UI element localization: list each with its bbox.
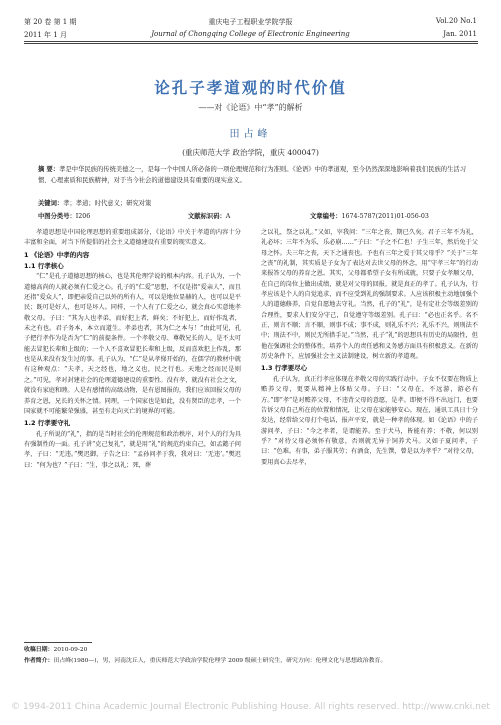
abstract-text: 孝是中华民族的传统美德之一，是每一个中国人所必备的一项伦理规范和行为准则。《论语》中的孝道观，至今仍然深深地影响着我们民族的生活习惯、心理素质和民族精神，对于当今社会的道德建设具有重要的现实意义。: [38, 166, 466, 184]
author-name: 田占峰: [229, 129, 272, 140]
header-rule-second: [24, 43, 478, 44]
clc-label: 中图分类号：: [38, 213, 76, 220]
intro-paragraph: 孝道思想是中国伦理思想的重要组成部分，《论语》中关于孝道的内容十分丰富和全面，对当下所提倡的社会主义道德建设有重要的现实意义。: [24, 229, 241, 247]
author-affiliation: (重庆师范大学 政治学院，重庆 400047): [182, 148, 319, 157]
keywords-text: 孝；孝道；时代意义；研究对策: [63, 200, 152, 207]
clc-value: I206: [75, 213, 91, 220]
author-bio-text: 田占峰(1980—)，男，河南沈丘人，重庆师范大学政治学院伦理学 2009 级硕士研究生，研究方向：伦理文化与思想政治教育。: [53, 658, 387, 664]
body-paragraph: 孔子认为，真正行孝应体现在孝敬父母的实践行动中。子女不仅要在物质上赡养父母，更要从精神上体贴父母。子曰：“父母在，不远游，游必有方。”即“孝”是对赡养父母，不违背父母的意愿，是孝。即便不得不出远门，也要告诉父母自己所在的位置和情况，让父母在家能够安心。现在，通讯工具日十分发达，经常给父母打个电话，报声平安，就是一种孝的体现。如《论语》中的子游问孝，子曰：“今之孝者，是谓能养。至于犬马，皆能有养；不敬，何以别乎？”对待父母必须怀有敬意，否则就无异于饲养犬马。又如子夏问孝，子曰：“色难。有事，弟子服其劳；有酒食，先生馔，曾是以为孝乎？”对待父母，要用真心去尽孝，: [261, 375, 478, 466]
article-subtitle: ——对《论语》中“孝”的解析: [198, 103, 303, 112]
article-no-value: 1674-5787(2011)01-056-03: [341, 213, 429, 220]
doc-code-value: A: [225, 213, 231, 220]
author-bio: [24, 657, 478, 667]
body-right-column: [261, 228, 478, 468]
received-label: 收稿日期：: [24, 647, 54, 653]
footnote-rule: [24, 642, 92, 643]
author-bio-label: 作者简介：: [24, 658, 54, 664]
header-date-cn: 2011 年 1 月: [24, 31, 67, 39]
article-title: 论孔子孝道观的时代价值: [154, 78, 347, 97]
section-heading-1-3: 1.3 行孝要尽心: [261, 364, 308, 373]
header-volume: Vol.20 No.1: [435, 17, 477, 25]
header-journal-cn: 重庆电子工程职业学院学报: [208, 18, 293, 26]
header-journal-en: Journal of Chongqing College of Electronic Engineering: [151, 30, 350, 38]
body-left-column: [24, 228, 241, 471]
header-issue: 第 20 卷 第 1 期: [24, 18, 77, 26]
keywords: [38, 198, 466, 207]
section-heading-1: 1 《论语》中孝的内容: [24, 250, 90, 259]
section-heading-1-2: 1.2 行孝要守礼: [24, 419, 71, 428]
article-no-label: 文章编号：: [310, 213, 342, 220]
header-rule: [24, 41, 478, 42]
received-value: 2010-09-20: [53, 647, 88, 653]
body-paragraph: 之以礼，祭之以礼。”又如，宰我问：“三年之丧，期已久矣。君子三年不为礼，礼必坏；三年不为乐，乐必崩……”子曰：“子之不仁也！子生三年，然后免于父母之怀。夫三年之丧，天下之通丧也。予也有三年之爱于其父母乎？”关于“三年之丧”的礼制，其实质是子女为了表达对去世父母的怀念，用“守孝三年”的行动来报答父母的养育之恩。其实，父母都希望子女有所成就，只要子女孝顺父母，在自己的岗位上做出成绩，就是对父母的回报，就是真正的孝了。孔子认为，行孝应该是个人的自觉追求，而不应受到礼的强制要求。人应该积极主动地加强个人的道德修养，自觉自愿地去守礼。当然，孔子的“礼”，是有定社会等级差别的合理性，要求人们安分守己，自觉遵守等级差别。孔子曰：“必也正名乎。名不正，则言不顺；言不顺，则事不成；事不成，则礼乐不兴；礼乐不兴，则刑法不中；刑法不中，则民无所措手足。”当然，孔子“礼”的思想具有历史的局限性，但他在强调社会的整体性，培养个人的责任感和义务感方面具有积极意义。在新的历史条件下，应加强社会主义法制建设，树立新的孝道观。: [261, 229, 478, 361]
abstract-label: 摘 要：: [38, 166, 60, 173]
abstract: [38, 165, 466, 186]
copyright-watermark: © 1994-2011 China Academic Journal Electronic Publishing House. All rights reserved. http://www.cnki.net: [11, 702, 490, 712]
article-number: [310, 211, 429, 220]
received-date: [24, 646, 478, 656]
clc-number: [38, 211, 90, 220]
section-heading-1-1: 1.1 行孝核心: [24, 262, 64, 271]
header-date-en: Jan. 2011: [443, 30, 477, 38]
document-code: [188, 211, 230, 220]
body-paragraph: “仁”是孔子道德思想的核心，也是其伦理学说的根本内容。孔子认为，一个道德高尚的人就必须有仁爱之心。孔子的“仁爱”思想，不仅是指“爱亲人”，而且还指“爱众人”，即把亲爱自己以外的所有人，可以是地位显赫的人，也可以是平民；既可是好人，也可是坏人。同样，一个人有了仁爱之心，就会真心实意地孝敬父母。子曰：“其为人也孝弟，而好犯上者，鲜矣；不好犯上，而好作乱者，未之有也。君子务本，本立而道生。孝弟也者，其为仁之本与！”由此可见，孔子把行孝作为是否为“仁”的前提条件。一个孝敬父母、尊敬兄长的人，是不太可能去冒犯长辈和上级的；一个人不喜欢冒犯长辈和上级，反而喜欢犯上作乱，那也是从来没有发生过的事。孔子认为，“仁”是从孝悌开始的，在儒学的教材中就有这种观点：“夫孝，天之经也，地之义也，民之行也。天地之经而民是则之。”可见，孝对封建社会的伦理道德建设的重要性。没有孝，就没有社会之文，就没有家庭和睦。人是有感情的高级动物，是有恩图报的，我们应该回报父母的养育之恩，兄长的关怀之情。同理，一个国家也是如此，没有贤臣的忠孝，一个国家就不可能繁荣强盛，甚至有走向灭亡的境界的可能。: [24, 273, 241, 415]
keywords-label: 关键词：: [38, 200, 64, 207]
doc-code-label: 文献标识码：: [188, 213, 226, 220]
body-paragraph: 孔子所说的“礼”，指的是当时社会的伦理规范和政治秩序，对个人的行为具有强制性的一面。孔子讲“克己复礼”，就是用“礼”的规范约束自己，如孟懿子问孝，子曰：“无违。”樊迟御，子告之曰：“孟孙问孝于我，我对曰：‘无违’。”樊迟曰：“何为也？”子曰：“生，事之以礼；死，葬: [24, 430, 241, 469]
